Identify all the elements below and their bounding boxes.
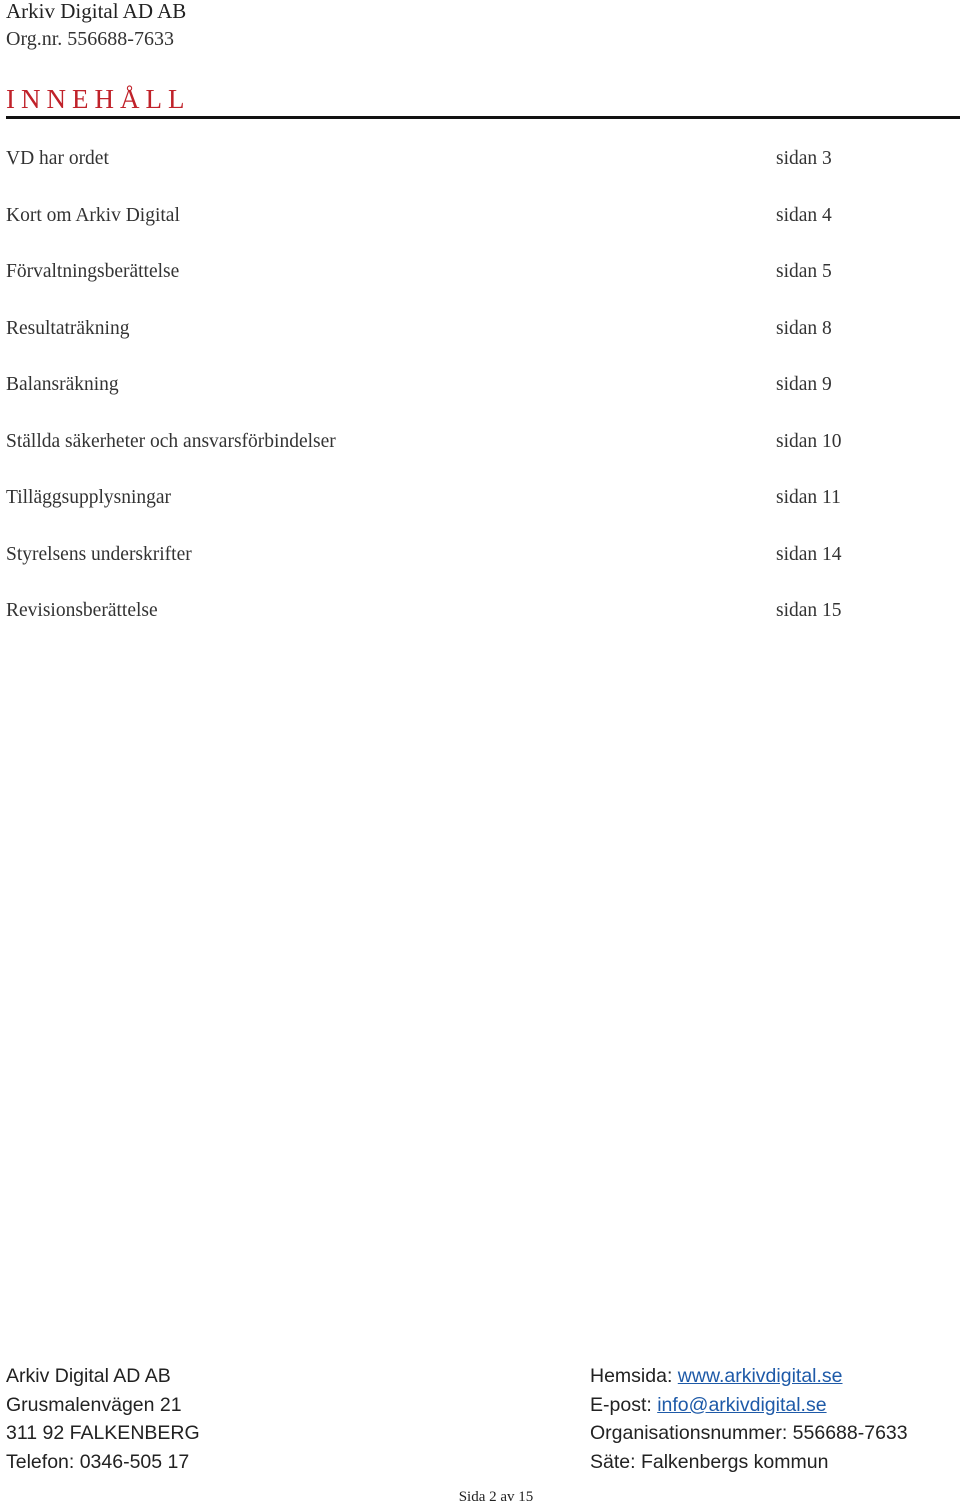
toc-item[interactable]: [6, 430, 906, 454]
toc-item-page: sidan 4: [776, 204, 832, 226]
footer-phone: Telefon: 0346-505 17: [6, 1451, 190, 1474]
toc-item[interactable]: [6, 543, 906, 567]
toc-item-page: sidan 8: [776, 317, 832, 339]
toc-item-title: Tilläggsupplysningar: [6, 487, 172, 508]
footer-seat: Säte: Falkenbergs kommun: [590, 1451, 829, 1474]
toc-item-page: sidan 3: [776, 148, 832, 169]
toc-heading: INNEHÅLL: [6, 84, 191, 114]
toc-item-title: VD har ordet: [6, 148, 109, 169]
toc-item-page: sidan 10: [776, 430, 842, 452]
toc-item-page: sidan 9: [776, 374, 832, 395]
footer-contact: [590, 1362, 908, 1477]
website-link[interactable]: www.arkivdigital.se: [677, 1365, 843, 1387]
toc-item-page: sidan 14: [776, 543, 842, 565]
footer-org-number: Organisationsnummer: 556688-7633: [590, 1422, 908, 1445]
footer-address: [6, 1362, 200, 1477]
toc-item-page: sidan 15: [776, 600, 842, 621]
toc-item[interactable]: [6, 204, 906, 228]
toc-item[interactable]: [6, 317, 906, 341]
email-link[interactable]: info@arkivdigital.se: [657, 1393, 827, 1416]
footer-email-line: [590, 1391, 908, 1420]
toc-item-title: Styrelsens underskrifter: [6, 543, 192, 565]
toc-item[interactable]: [6, 147, 906, 171]
toc-item[interactable]: [6, 260, 906, 284]
toc-item-title: Resultaträkning: [6, 317, 130, 339]
footer-website-line: [590, 1362, 908, 1391]
toc-item[interactable]: [6, 486, 906, 510]
footer-city: 311 92 FALKENBERG: [6, 1422, 200, 1445]
email-label: E-post:: [590, 1393, 658, 1416]
company-name: Arkiv Digital AD AB: [6, 0, 187, 23]
toc-item[interactable]: [6, 373, 906, 397]
org-number: Org.nr. 556688-7633: [6, 28, 174, 50]
toc-item-title: Kort om Arkiv Digital: [6, 204, 180, 226]
toc-item[interactable]: [6, 599, 906, 623]
toc-item-title: Förvaltningsberättelse: [6, 261, 180, 282]
toc-item-title: Revisionsberättelse: [6, 600, 158, 621]
toc-item-page: sidan 5: [776, 261, 832, 282]
footer-company: Arkiv Digital AD AB: [6, 1365, 171, 1387]
page-number: Sida 2 av 15: [458, 1489, 534, 1505]
toc-item-title: Balansräkning: [6, 374, 119, 395]
footer-street: Grusmalenvägen 21: [6, 1393, 182, 1416]
website-label: Hemsida:: [590, 1365, 678, 1387]
toc-item-page: sidan 11: [776, 487, 841, 508]
heading-rule: [6, 116, 960, 119]
toc-item-title: Ställda säkerheter och ansvarsförbindelser: [6, 430, 336, 452]
